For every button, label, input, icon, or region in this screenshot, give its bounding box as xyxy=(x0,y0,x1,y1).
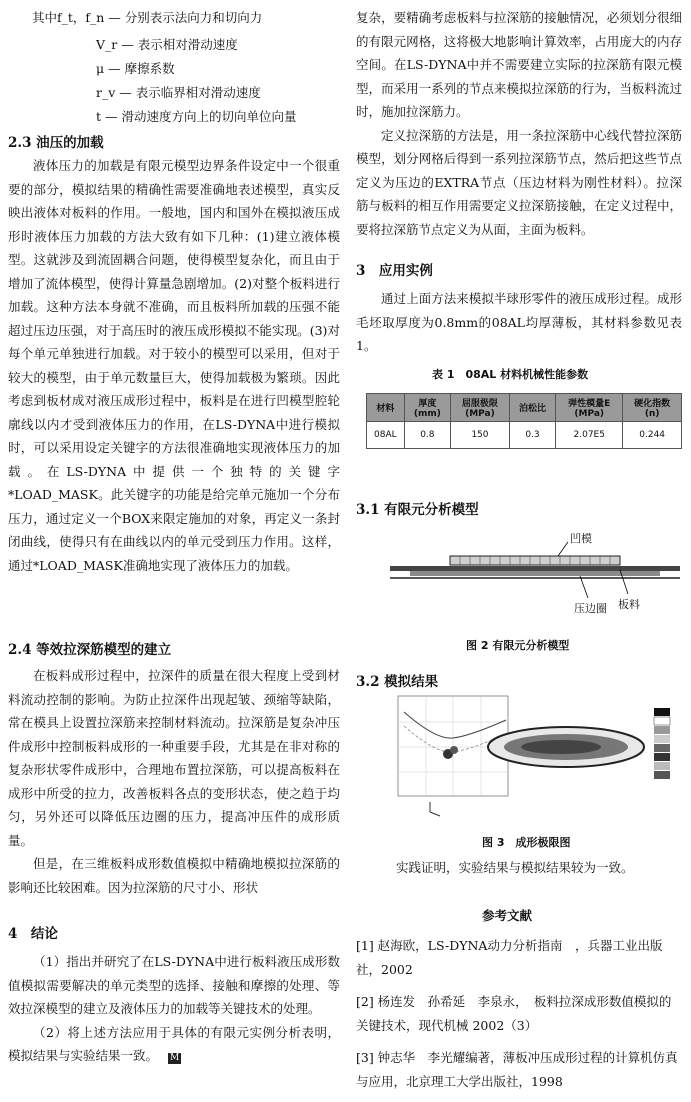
table-cell: 150 xyxy=(451,422,510,449)
paragraph-text: （2）将上述方法应用于具体的有限元实例分析表明，模拟结果与实验结果一致。 xyxy=(8,1024,340,1063)
die-label: 凹模 xyxy=(570,532,592,545)
section-heading-2-3: 2.3 油压的加载 xyxy=(8,135,104,151)
table-caption: 表 1 08AL 材料机械性能参数 xyxy=(432,368,589,381)
sheet-label: 板料 xyxy=(618,598,640,611)
paragraph: （1）指出并研究了在LS-DYNA中进行板料液压成形数值模拟需要解决的单元类型的选择、接触和摩擦的处理、等效拉深模型的建立及液体压力的加载等关键技术的处理。 xyxy=(8,954,340,1016)
variable-definition: t — 滑动速度方向上的切向单位向量 xyxy=(96,109,297,124)
table-header-cell: 泊松比 xyxy=(509,394,555,422)
section-heading-2-4: 2.4 等效拉深筋模型的建立 xyxy=(8,642,172,658)
reference-item: [2] 杨连发 孙希延 李泉永， 板料拉深成形数值模拟的关键技术，现代机械 2002（3） xyxy=(356,994,672,1033)
table-header-cell: 材料 xyxy=(367,394,405,422)
axis-triad-icon xyxy=(430,802,440,816)
paragraph: 液体压力的加载是有限元模型边界条件设定中一个很重要的部分，模拟结果的精确性需要准确地表述模型，真实反映出液体对板料的作用。一般地，国内和国外在模拟液压成形时液体压力加载的方法大致有如下几种：(1)建立液体模型。这就涉及到流固耦合问题，使得模型复杂化，而且由于增加了流体模型，使得计算量急剧增加。(2)对整个板料进行加载。这种方法本身就不准确，而且板料所加载的压强不能超过压边压强，对于高压时的液压成形模拟不能实现。(3)对每个单元单独进行加载。对于较小的模型可以采用，但对于较大的模型，由于单元数量巨大，使得加载极为繁琐。因此考虑到板材成对液压成形过程中，板料是在进行凹模型腔轮廓线以内才受到液体压力的作用，在LS-DYNA中进行模拟时，可以采用设定关键字的方法很准确地实现液体压力的加载。在LS-DYNA中提供一个独特的关键字*LOAD_MASK。此关键字的功能是给完单元施加一个分布压力，通过定义一个BOX来限定施加的对象，再定义一条封闭曲线，使得只有在曲线以内的单元受到压力作用。这样，通过*LOAD_MASK准确地实现了液体压力的加载。 xyxy=(8,158,340,573)
section-2-3-body xyxy=(8,154,340,577)
figure-caption: 图 2 有限元分析模型 xyxy=(466,639,570,652)
leader-line xyxy=(580,576,588,598)
reference-item: [1] 赵海欧，LS-DYNA动力分析指南 ，兵器工业出版社，2002 xyxy=(356,938,663,977)
sheet-layer xyxy=(390,566,680,571)
die-mesh xyxy=(450,556,620,565)
paragraph xyxy=(8,1021,340,1068)
blankholder-label: 压边圈 xyxy=(574,602,607,615)
leader-line xyxy=(558,542,568,556)
section-heading-4: 4 结论 xyxy=(8,926,58,942)
section-heading-3-1: 3.1 有限元分析模型 xyxy=(356,502,479,518)
material-table xyxy=(366,393,682,449)
variable-definition: μ — 摩擦系数 xyxy=(96,61,175,76)
color-legend xyxy=(654,708,670,779)
blankholder-layer xyxy=(410,571,660,576)
table-cell: 08AL xyxy=(367,422,405,449)
paragraph: 通过上面方法来模拟半球形零件的液压成形过程。成形毛坯取厚度为0.8mm的08AL均厚薄板，其材料参数见表1。 xyxy=(356,291,682,353)
paragraph: 在板料成形过程中，拉深件的质量在很大程度上受到材料流动控制的影响。为防止拉深件出现起皱、颈缩等缺陷，常在模具上设置拉深筋来控制材料流动。拉深筋是复杂冲压件成形中控制板料成形的一种重要手段，尤其是在非对称的复杂形状零件成形中，合理地布置拉深筋，可以提高板料在成形中所受的拉力，改善板料各点的变形状态，使之趋于均匀，另外还可以降低压边圈的压力，提高冲压件的成形质量。 xyxy=(8,668,340,848)
figure-caption: 图 3 成形极限图 xyxy=(482,836,571,849)
right-top-body xyxy=(356,6,682,241)
conclusion-sentence: 实践证明，实验结果与模拟结果较为一致。 xyxy=(396,860,634,875)
table-header-cell: 厚度 (mm) xyxy=(404,394,450,422)
table-cell: 0.244 xyxy=(623,422,682,449)
references-heading: 参考文献 xyxy=(482,908,533,923)
reference-item: [3] 钟志华 李光耀编著，薄板冲压成形过程的计算机仿真与应用，北京理工大学出版社，1998 xyxy=(356,1050,678,1089)
paragraph: 复杂，要精确考虑板料与拉深筋的接触情况，必须划分很细的有限元网格，这将极大地影响计算效率，占用庞大的内存空间。在LS-DYNA中并不需要建立实际的拉深筋有限元模型，而采用一系列的节点来模拟拉深筋的行为，当板料流过时，施加拉深筋力。 xyxy=(356,10,682,119)
variable-definition: V_r — 表示相对滑动速度 xyxy=(96,37,238,52)
table-header-cell: 屈服极限 (MPa) xyxy=(451,394,510,422)
variable-definition: r_v — 表示临界相对滑动速度 xyxy=(96,85,261,100)
end-mark: M xyxy=(170,1053,180,1063)
table-header-cell: 弹性模量E (MPa) xyxy=(556,394,623,422)
table-cell: 0.8 xyxy=(404,422,450,449)
variable-definition: 其中f_t，f_n — 分别表示法向力和切向力 xyxy=(32,10,263,25)
fld-figure xyxy=(396,692,686,827)
table-header-row xyxy=(367,394,682,422)
section-heading-3-2: 3.2 模拟结果 xyxy=(356,674,439,690)
part-ellipse-core xyxy=(521,740,601,754)
paragraph: 定义拉深筋的方法是，用一条拉深筋中心线代替拉深筋模型，划分网格后得到一系列拉深筋节点，然后把这些节点定义为压边的EXTRA节点（压边材料为刚性材料）。拉深筋与板料的相互作用需要定义拉深筋接触，在定义过程中，要将拉深筋节点定义为从面，主面为板料。 xyxy=(356,127,682,237)
section-4-body xyxy=(8,950,340,1068)
table-cell: 2.07E5 xyxy=(556,422,623,449)
section-2-4-body xyxy=(8,664,340,899)
table-cell: 0.3 xyxy=(509,422,555,449)
section-3-body xyxy=(356,287,682,358)
table-header-cell: 硬化指数 (n) xyxy=(623,394,682,422)
section-heading-3: 3 应用实例 xyxy=(356,263,433,279)
table-row xyxy=(367,422,682,449)
paragraph: 但是，在三维板料成形数值模拟中精确地模拟拉深筋的影响还比较困难。因为拉深筋的尺寸小、形状 xyxy=(8,856,340,895)
fld-point-cluster xyxy=(450,746,458,754)
